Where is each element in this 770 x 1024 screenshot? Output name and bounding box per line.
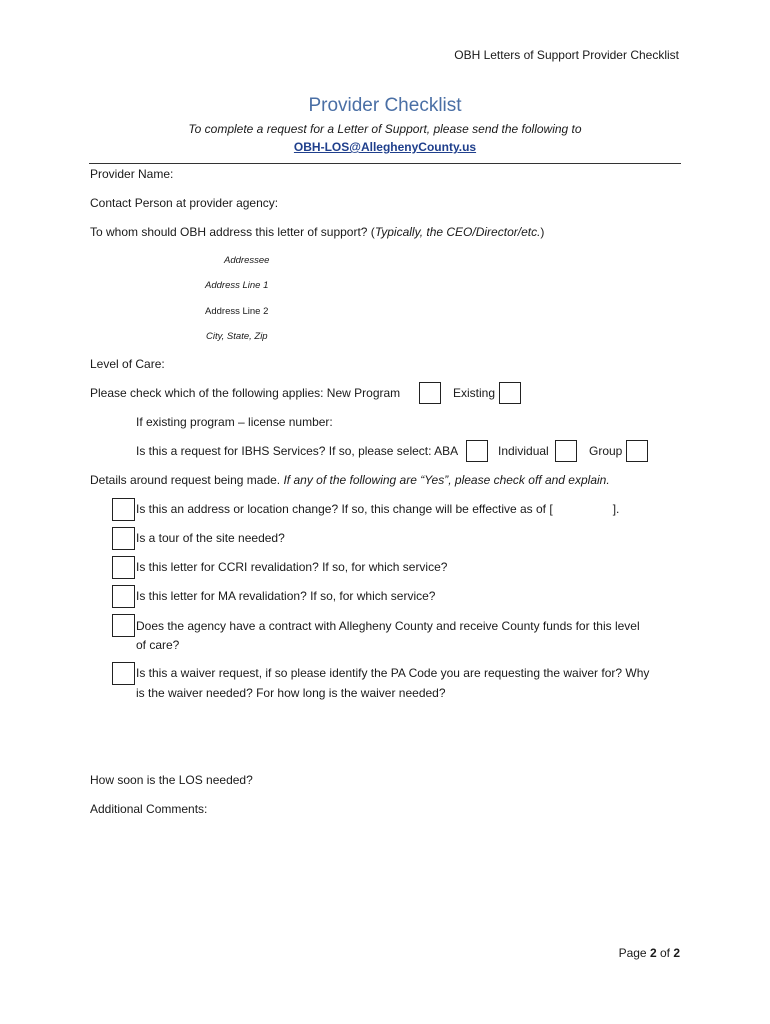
checklist-checkbox-waiver[interactable] bbox=[112, 662, 135, 685]
checklist-item-ma: Is this letter for MA revalidation? If so, for which service? bbox=[136, 589, 436, 603]
provider-name-label: Provider Name: bbox=[90, 167, 174, 181]
additional-comments-label: Additional Comments: bbox=[90, 802, 208, 816]
individual-checkbox[interactable] bbox=[555, 440, 577, 462]
existing-label: Existing bbox=[453, 386, 496, 400]
address-to-label: To whom should OBH address this letter of support? (Typically, the CEO/Director/etc.) bbox=[90, 225, 545, 239]
contact-person-label: Contact Person at provider agency: bbox=[90, 196, 279, 210]
checklist-checkbox-ccri[interactable] bbox=[112, 556, 135, 579]
city-state-zip-label: City, State, Zip bbox=[206, 331, 268, 342]
checklist-checkbox-ma[interactable] bbox=[112, 585, 135, 608]
instructions-text: To complete a request for a Letter of Support, please send the following to bbox=[188, 122, 582, 136]
checklist-item-address-change: Is this an address or location change? If so, this change will be effective as of [ ]. bbox=[136, 502, 620, 516]
email-link[interactable]: OBH-LOS@AlleghenyCounty.us bbox=[293, 140, 477, 154]
document-header: OBH Letters of Support Provider Checklist bbox=[454, 48, 679, 62]
address-line2-label: Address Line 2 bbox=[205, 306, 269, 317]
group-checkbox[interactable] bbox=[626, 440, 648, 462]
page-title: Provider Checklist bbox=[308, 95, 462, 116]
group-label: Group bbox=[589, 444, 623, 458]
program-type-label: Please check which of the following applies: New Program bbox=[90, 386, 401, 400]
checklist-item-waiver: Is this a waiver request, if so please identify the PA Code you are requesting the waiver for? Why bbox=[136, 666, 650, 680]
checklist-checkbox-site-tour[interactable] bbox=[112, 527, 135, 550]
checklist-item-county-contract: Does the agency have a contract with Allegheny County and receive County funds for this level bbox=[136, 619, 640, 633]
how-soon-label: How soon is the LOS needed? bbox=[90, 773, 253, 787]
addressee-label: Addressee bbox=[224, 255, 270, 266]
divider bbox=[89, 163, 681, 164]
checklist-item-ccri: Is this letter for CCRI revalidation? If so, for which service? bbox=[136, 560, 448, 574]
checklist-checkbox-county-contract[interactable] bbox=[112, 614, 135, 637]
checklist-checkbox-address-change[interactable] bbox=[112, 498, 135, 521]
ibhs-label: Is this a request for IBHS Services? If so, please select: ABA bbox=[136, 444, 459, 458]
level-of-care-label: Level of Care: bbox=[90, 357, 165, 371]
details-label: Details around request being made. If any of the following are “Yes”, please check off and explain. bbox=[90, 473, 610, 487]
checklist-item-waiver-cont: is the waiver needed? For how long is the waiver needed? bbox=[136, 686, 446, 700]
checklist-item-site-tour: Is a tour of the site needed? bbox=[136, 531, 285, 545]
existing-program-checkbox[interactable] bbox=[499, 382, 521, 404]
individual-label: Individual bbox=[498, 444, 549, 458]
address-line1-label: Address Line 1 bbox=[205, 280, 269, 291]
aba-checkbox[interactable] bbox=[466, 440, 488, 462]
checklist-item-county-contract-cont: of care? bbox=[136, 638, 180, 652]
page-number: Page 2 of 2 bbox=[618, 946, 680, 960]
license-number-label: If existing program – license number: bbox=[136, 415, 333, 429]
new-program-checkbox[interactable] bbox=[419, 382, 441, 404]
